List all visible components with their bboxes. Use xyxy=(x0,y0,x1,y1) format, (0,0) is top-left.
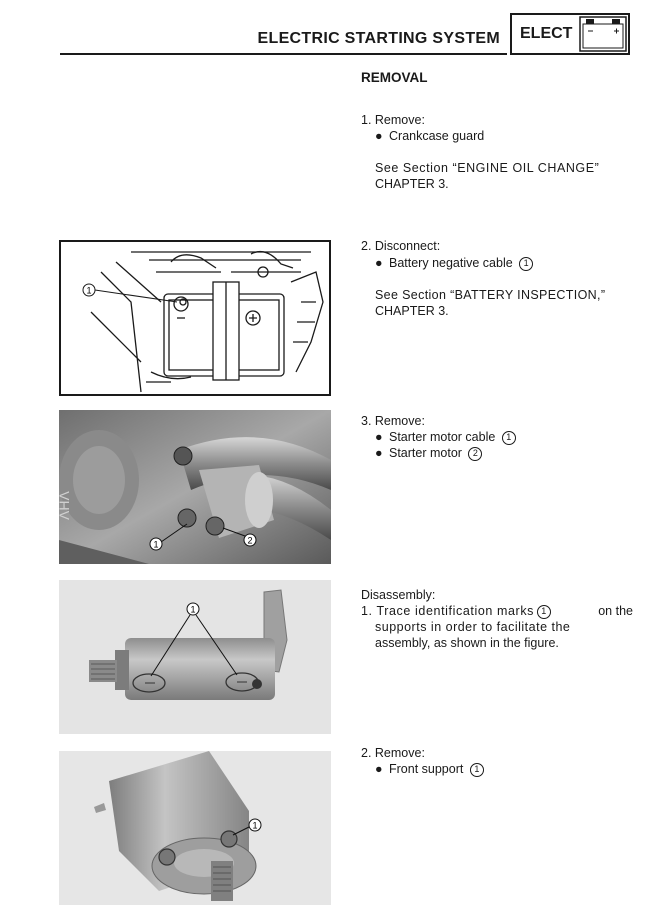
section-badge xyxy=(510,13,630,55)
bullet-icon: ● xyxy=(375,762,383,776)
section-badge-label: ELECT xyxy=(520,25,573,42)
page-title: ELECTRIC STARTING SYSTEM xyxy=(257,30,500,47)
disassembly-step1-suffix: on the xyxy=(598,604,633,618)
starter-motor-figure xyxy=(56,410,331,564)
step2-item xyxy=(375,255,533,271)
step1-item xyxy=(375,128,484,144)
svg-text:1: 1 xyxy=(153,539,159,550)
disassembly-step1-prefix: 1. Trace identification marks xyxy=(361,604,535,618)
step1-label: 1. Remove: xyxy=(361,113,425,127)
step2-note-line2: CHAPTER 3. xyxy=(375,304,449,318)
disassembly-step1-line2: supports in order to facilitate the xyxy=(375,620,571,634)
step2-item-text: Battery negative cable xyxy=(389,256,513,270)
ref-number: 1 xyxy=(470,763,484,777)
removal-heading: REMOVAL xyxy=(361,70,428,85)
ref-number: 1 xyxy=(537,605,551,619)
step1-note-line2: CHAPTER 3. xyxy=(375,177,449,191)
battery-icon xyxy=(578,15,628,53)
step2-note-line1: See Section “BATTERY INSPECTION,” xyxy=(375,288,606,302)
bullet-icon: ● xyxy=(375,430,383,444)
battery-figure xyxy=(59,240,331,396)
svg-text:ΛΗΛ: ΛΗΛ xyxy=(56,491,72,520)
step1-note-line1: See Section “ENGINE OIL CHANGE” xyxy=(375,161,600,175)
bullet-icon: ● xyxy=(375,256,383,270)
step3-item2 xyxy=(375,445,482,461)
ref-number: 1 xyxy=(519,257,533,271)
step1-item-text: Crankcase guard xyxy=(389,129,485,143)
bullet-icon: ● xyxy=(375,446,383,460)
disassembly-step2-item-text: Front support xyxy=(389,762,464,776)
svg-text:1: 1 xyxy=(252,820,258,831)
step2-label: 2. Disconnect: xyxy=(361,239,441,253)
front-support-figure xyxy=(59,751,331,905)
header-rule xyxy=(60,53,507,55)
disassembly-step2-item xyxy=(375,761,484,777)
svg-text:2: 2 xyxy=(247,535,253,546)
disassembly-step1-line1 xyxy=(361,603,633,619)
disassembly-step2-label: 2. Remove: xyxy=(361,746,425,760)
step3-item1-text: Starter motor cable xyxy=(389,430,496,444)
bullet-icon: ● xyxy=(375,129,383,143)
disassembly-heading: Disassembly: xyxy=(361,588,436,602)
ref-number: 2 xyxy=(468,447,482,461)
step3-item2-text: Starter motor xyxy=(389,446,462,460)
step3-item1 xyxy=(375,429,516,445)
svg-text:1: 1 xyxy=(190,604,196,615)
step3-label: 3. Remove: xyxy=(361,414,425,428)
disassembly-step1-line3: assembly, as shown in the figure. xyxy=(375,636,559,650)
svg-text:1: 1 xyxy=(86,285,92,296)
identification-marks-figure xyxy=(59,580,331,734)
ref-number: 1 xyxy=(502,431,516,445)
